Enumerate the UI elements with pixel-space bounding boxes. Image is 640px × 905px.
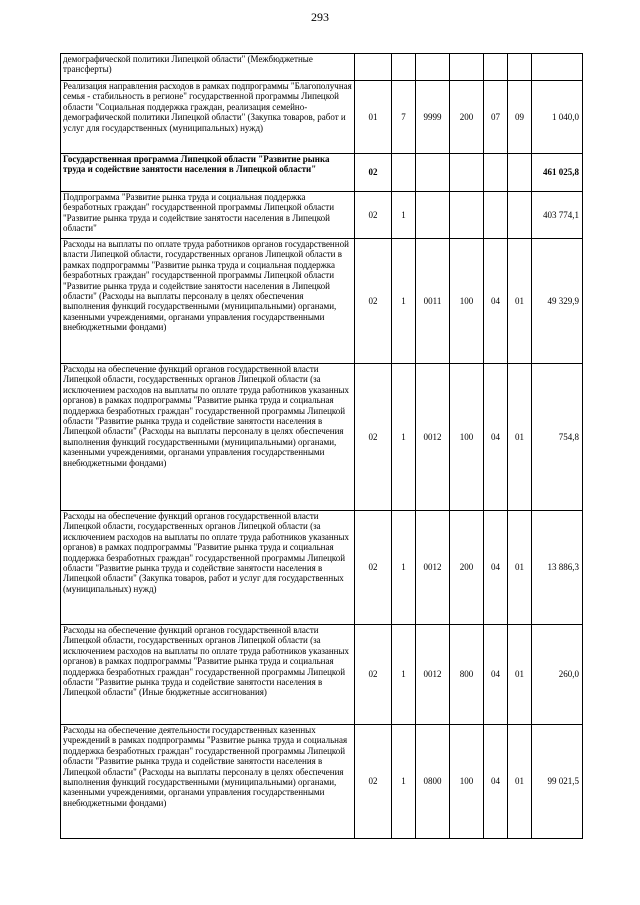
section-code-cell bbox=[484, 154, 508, 192]
row-name-cell: Расходы на обеспечение функций органов государственной власти Липецкой области, государственных органов Липецкой области (за исключением расходов на выплаты по оплате труда работников указанных органов) в рамках подпрограммы "Развитие рынка труда и социальная поддержка безработных граждан" государственной программы Липецкой области "Развитие рынка труда и содействие занятости населения в Липецкой области" (Иные бюджетные ассигнования) bbox=[61, 625, 355, 725]
subsection-code-cell: 01 bbox=[508, 625, 532, 725]
row-name-cell: демографической политики Липецкой области" (Межбюджетные трансферты) bbox=[61, 54, 355, 81]
gp-code-cell: 01 bbox=[355, 81, 392, 154]
table-row bbox=[61, 192, 583, 239]
subprogram-code-cell: 1 bbox=[392, 239, 416, 364]
expense-type-cell: 800 bbox=[450, 625, 484, 725]
section-code-cell: 07 bbox=[484, 81, 508, 154]
subsection-code-cell: 09 bbox=[508, 81, 532, 154]
subprogram-code-cell: 1 bbox=[392, 511, 416, 625]
amount-cell: 1 040,0 bbox=[532, 81, 583, 154]
expense-type-cell: 100 bbox=[450, 364, 484, 511]
row-name-cell: Расходы на обеспечение деятельности государственных казенных учреждений в рамках подпрограммы "Развитие рынка труда и социальная поддержка безработных граждан" государственной программы Липецкой области "Развитие рынка труда и содействие занятости населения в Липецкой области" (Расходы на выплаты персоналу в целях обеспечения выполнения функций государственными (муниципальными) органами, казенными учреждениями, органами управления государственными внебюджетными фондами) bbox=[61, 725, 355, 839]
row-name-cell: Расходы на выплаты по оплате труда работников органов государственной власти Липецкой области, государственных органов Липецкой области в рамках подпрограммы "Развитие рынка труда и социальная поддержка безработных граждан" государственной программы Липецкой области "Развитие рынка труда и содействие занятости населения в Липецкой области" (Расходы на выплаты персоналу в целях обеспечения выполнения функций государственными (муниципальными) органами, казенными учреждениями, органами управления государственными внебюджетными фондами) bbox=[61, 239, 355, 364]
subsection-code-cell: 01 bbox=[508, 511, 532, 625]
row-name-cell: Расходы на обеспечение функций органов государственной власти Липецкой области, государственных органов Липецкой области (за исключением расходов на выплаты по оплате труда работников указанных органов) в рамках подпрограммы "Развитие рынка труда и социальная поддержка безработных граждан" государственной программы Липецкой области "Развитие рынка труда и содействие занятости населения в Липецкой области" (Закупка товаров, работ и услуг для государственных (муниципальных) нужд) bbox=[61, 511, 355, 625]
expense-type-cell: 100 bbox=[450, 725, 484, 839]
gp-code-cell: 02 bbox=[355, 192, 392, 239]
table-row bbox=[61, 54, 583, 81]
budget-table bbox=[60, 53, 583, 839]
subprogram-code-cell bbox=[392, 154, 416, 192]
gp-code-cell bbox=[355, 54, 392, 81]
section-code-cell: 04 bbox=[484, 725, 508, 839]
subprogram-code-cell bbox=[392, 54, 416, 81]
amount-cell: 754,8 bbox=[532, 364, 583, 511]
gp-code-cell: 02 bbox=[355, 154, 392, 192]
table-row bbox=[61, 625, 583, 725]
subsection-code-cell bbox=[508, 192, 532, 239]
subsection-code-cell bbox=[508, 54, 532, 81]
section-code-cell: 04 bbox=[484, 239, 508, 364]
section-code-cell: 04 bbox=[484, 511, 508, 625]
gp-code-cell: 02 bbox=[355, 725, 392, 839]
subprogram-code-cell: 1 bbox=[392, 364, 416, 511]
subsection-code-cell: 01 bbox=[508, 725, 532, 839]
direction-code-cell: 0012 bbox=[416, 511, 450, 625]
subsection-code-cell bbox=[508, 154, 532, 192]
section-code-cell bbox=[484, 192, 508, 239]
table-row bbox=[61, 725, 583, 839]
direction-code-cell bbox=[416, 192, 450, 239]
row-name-cell: Подпрограмма "Развитие рынка труда и социальная поддержка безработных граждан" государственной программы Липецкой области "Развитие рынка труда и содействие занятости населения в Липецкой области" bbox=[61, 192, 355, 239]
direction-code-cell: 0012 bbox=[416, 625, 450, 725]
section-code-cell: 04 bbox=[484, 625, 508, 725]
page-number: 293 bbox=[311, 10, 329, 24]
expense-type-cell: 200 bbox=[450, 81, 484, 154]
subsection-code-cell: 01 bbox=[508, 364, 532, 511]
direction-code-cell: 0800 bbox=[416, 725, 450, 839]
amount-cell: 99 021,5 bbox=[532, 725, 583, 839]
expense-type-cell bbox=[450, 54, 484, 81]
amount-cell: 49 329,9 bbox=[532, 239, 583, 364]
section-code-cell bbox=[484, 54, 508, 81]
expense-type-cell bbox=[450, 192, 484, 239]
row-name-cell: Реализация направления расходов в рамках подпрограммы "Благополучная семья - стабильность в регионе" государственной программы Липецкой области "Социальная поддержка граждан, реализация семейно-демографической политики Липецкой области" (Закупка товаров, работ и услуг для государственных (муниципальных) нужд) bbox=[61, 81, 355, 154]
subsection-code-cell: 01 bbox=[508, 239, 532, 364]
gp-code-cell: 02 bbox=[355, 364, 392, 511]
direction-code-cell: 0011 bbox=[416, 239, 450, 364]
subprogram-code-cell: 1 bbox=[392, 192, 416, 239]
subprogram-code-cell: 1 bbox=[392, 625, 416, 725]
table-row bbox=[61, 511, 583, 625]
expense-type-cell: 100 bbox=[450, 239, 484, 364]
gp-code-cell: 02 bbox=[355, 625, 392, 725]
table-row bbox=[61, 239, 583, 364]
direction-code-cell bbox=[416, 54, 450, 81]
table-row bbox=[61, 154, 583, 192]
subprogram-code-cell: 7 bbox=[392, 81, 416, 154]
gp-code-cell: 02 bbox=[355, 239, 392, 364]
expense-type-cell bbox=[450, 154, 484, 192]
subprogram-code-cell: 1 bbox=[392, 725, 416, 839]
section-code-cell: 04 bbox=[484, 364, 508, 511]
direction-code-cell: 9999 bbox=[416, 81, 450, 154]
amount-cell: 461 025,8 bbox=[532, 154, 583, 192]
expense-type-cell: 200 bbox=[450, 511, 484, 625]
direction-code-cell: 0012 bbox=[416, 364, 450, 511]
table-row bbox=[61, 81, 583, 154]
amount-cell: 13 886,3 bbox=[532, 511, 583, 625]
amount-cell bbox=[532, 54, 583, 81]
amount-cell: 260,0 bbox=[532, 625, 583, 725]
row-name-cell: Государственная программа Липецкой области "Развитие рынка труда и содействие занятости населения в Липецкой области" bbox=[61, 154, 355, 192]
gp-code-cell: 02 bbox=[355, 511, 392, 625]
row-name-cell: Расходы на обеспечение функций органов государственной власти Липецкой области, государственных органов Липецкой области (за исключением расходов на выплаты по оплате труда работников указанных органов) в рамках подпрограммы "Развитие рынка труда и социальная поддержка безработных граждан" государственной программы Липецкой области "Развитие рынка труда и содействие занятости населения в Липецкой области" (Расходы на выплаты персоналу в целях обеспечения выполнения функций государственными (муниципальными) органами, казенными учреждениями, органами управления государственными внебюджетными фондами) bbox=[61, 364, 355, 511]
direction-code-cell bbox=[416, 154, 450, 192]
table-row bbox=[61, 364, 583, 511]
amount-cell: 403 774,1 bbox=[532, 192, 583, 239]
